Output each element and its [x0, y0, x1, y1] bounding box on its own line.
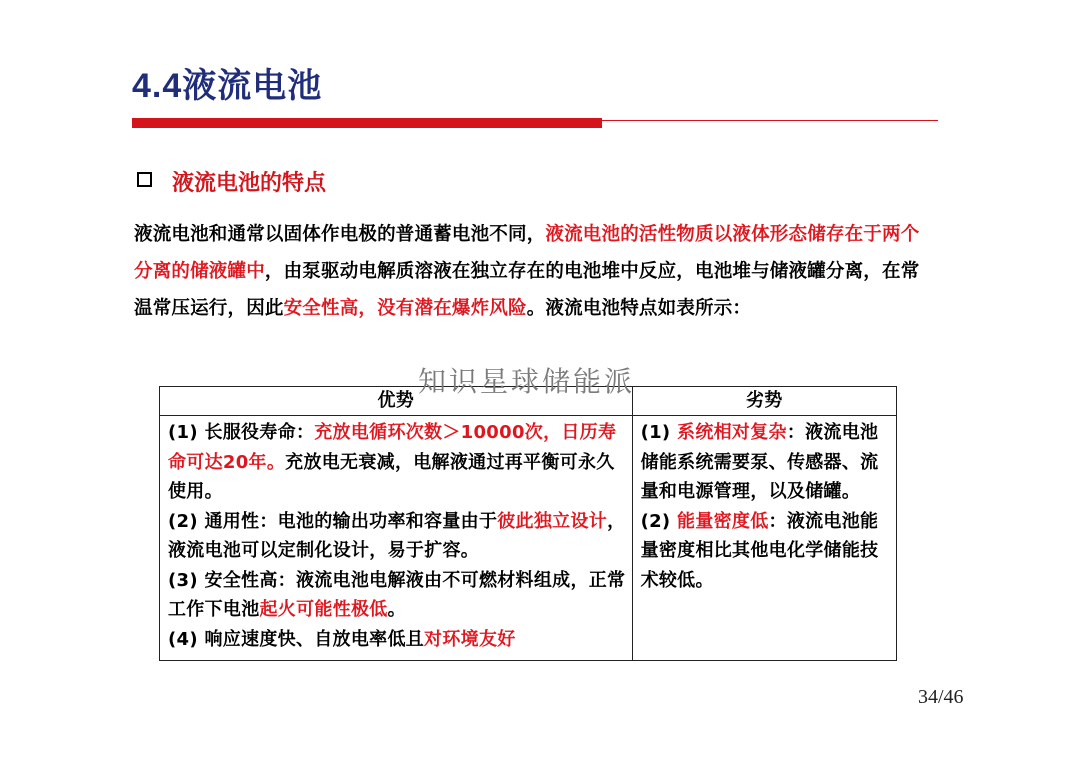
- para-text-1: 液流电池和通常以固体作电极的普通蓄电池不同，: [134, 224, 546, 245]
- dis1-label: (1): [640, 422, 678, 443]
- advantages-cell: [160, 416, 633, 661]
- adv1-label: (1) 长服役寿命：: [168, 422, 315, 443]
- disadvantage-item-2: [641, 507, 890, 596]
- section-heading: 液流电池的特点: [172, 171, 327, 196]
- advantage-item-3: [168, 566, 626, 625]
- table-row: [160, 416, 897, 661]
- title-underline-bar: [132, 118, 602, 128]
- adv1-highlight: 充放电循环次数＞10000次，日历寿命可达20年。: [168, 422, 617, 473]
- disadvantages-cell: [632, 416, 896, 661]
- title-underline-line: [602, 120, 938, 121]
- adv1-text: 充放电无衰减，电解液通过再平衡可永久使用。: [168, 451, 615, 502]
- adv3-text: 。: [387, 599, 406, 620]
- intro-paragraph: [134, 216, 924, 327]
- slide-title: 4.4液流电池: [132, 67, 323, 105]
- para-text-2: ，由泵驱动电解质溶液在独立存在的电池堆中反应，电池堆与储液罐分离，在常温常压运行，因此: [134, 261, 920, 319]
- dis2-label: (2): [640, 510, 678, 532]
- adv2-highlight: 彼此独立设计: [497, 510, 608, 532]
- dis2-highlight: 能量密度低: [677, 510, 769, 532]
- watermark-text: 知识星球储能派: [418, 365, 636, 398]
- page-number: 34/46: [918, 686, 964, 708]
- dis2-text: ：液流电池能量密度相比其他电化学储能技术较低。: [640, 510, 879, 591]
- para-highlight-2: 安全性高，没有潜在爆炸风险: [283, 298, 527, 319]
- para-highlight-1: 液流电池的活性物质以液体形态储存在于两个分离的储液罐中: [134, 224, 920, 282]
- para-text-3: 。液流电池特点如表所示：: [526, 298, 752, 319]
- adv2-text: ，液流电池可以定制化设计，易于扩容。: [168, 510, 626, 561]
- header-advantages: 优势: [160, 387, 633, 416]
- adv2-label: (2) 通用性：电池的输出功率和容量由于: [168, 510, 498, 532]
- adv3-label: (3) 安全性高：液流电池电解液由不可燃材料组成，正常工作下电池: [168, 569, 626, 620]
- comparison-table: [159, 386, 897, 661]
- adv3-highlight: 起火可能性极低: [259, 599, 388, 620]
- disadvantage-item-1: [641, 418, 890, 507]
- advantage-item-1: [168, 418, 626, 507]
- advantage-item-2: [168, 507, 626, 566]
- adv4-label: (4) 响应速度快、自放电率低且: [168, 628, 425, 650]
- advantage-item-4: [168, 625, 626, 655]
- dis1-text: ：液流电池储能系统需要泵、传感器、流量和电源管理，以及储罐。: [640, 422, 879, 502]
- dis1-highlight: 系统相对复杂: [677, 422, 787, 443]
- square-bullet-icon: [137, 172, 152, 187]
- header-disadvantages: 劣势: [632, 387, 896, 416]
- adv4-highlight: 对环境友好: [424, 628, 516, 650]
